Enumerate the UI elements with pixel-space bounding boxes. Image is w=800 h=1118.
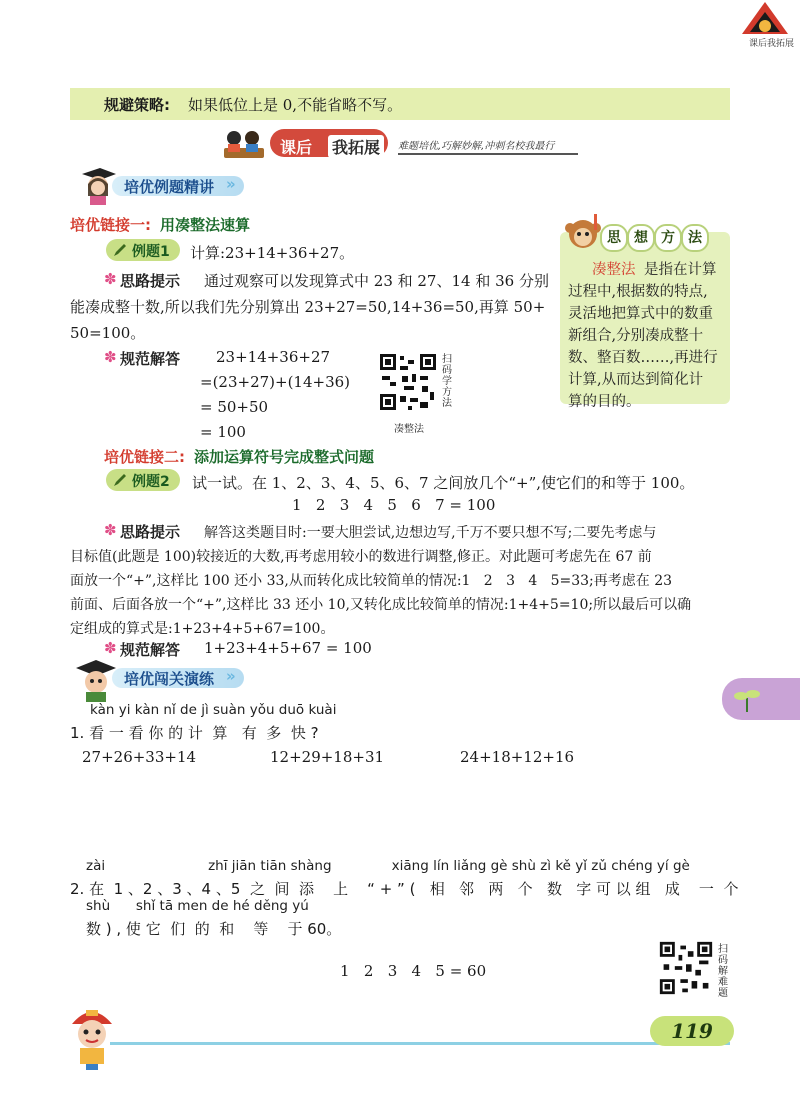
example1-answer-line-1: 23+14+36+27 — [216, 348, 331, 366]
qr-code-icon[interactable] — [378, 352, 438, 412]
example2-hint-line-2: 目标值(此题是 100)较接近的大数,再考虑用较小的数进行调整,修正。对此题可考虑先在 67 前 — [70, 549, 652, 565]
q1-expr-2: 12+29+18+31 — [270, 748, 385, 766]
q2-line-1: 2. 在 1 、2 、3 、4 、5 之 间 添 上 “ + ” ( 相 邻 两 个 数 字 可 以 组 成 一 个 — [70, 880, 739, 898]
strategy-bar — [70, 88, 730, 120]
method-line-3: 灵活地把算式中的数重 — [568, 306, 713, 322]
q1-text: 1. 看 一 看 你 的 计 算 有 多 快 ? — [70, 724, 319, 742]
banner-pill — [270, 129, 388, 157]
banner-underline — [398, 153, 578, 155]
qr-caption: 凑整法 — [394, 424, 424, 435]
bottom-divider — [110, 1042, 730, 1045]
example2-answer-label: 规范解答 — [120, 641, 181, 659]
example1-answer-line-4: = 100 — [200, 423, 246, 441]
banner-word-2: 我拓展 — [328, 135, 384, 158]
banner-word-1: 课后 — [280, 138, 313, 157]
pencil-icon — [112, 472, 128, 488]
strategy-text: 如果低位上是 0,不能省略不写。 — [188, 96, 403, 114]
pencil-icon — [112, 242, 128, 258]
example1-badge-label: 例题1 — [132, 244, 170, 260]
example2-hint-line-3: 面放一个“+”,这样比 100 还小 33,从而转化成比较简单的情况:1 2 3 4 5=33;再考虑在 23 — [70, 573, 673, 589]
method-header — [600, 224, 706, 250]
method-char-1: 思 — [600, 224, 628, 252]
link2-label: 培优链接二: — [104, 448, 185, 466]
flower-icon: ✽ — [104, 270, 117, 288]
q2-line-2: 数 ) , 使 它 们 的 和 等 于 60。 — [86, 920, 342, 938]
banner-subtitle: 难题培优,巧解妙解,冲刺名校我最行 — [398, 141, 555, 152]
flower-icon: ✽ — [104, 521, 117, 539]
page-number: 119 — [671, 1019, 713, 1043]
example1-hint-line-1: 通过观察可以发现算式中 23 和 27、14 和 36 分别 — [204, 272, 549, 290]
example2-badge-label: 例题2 — [132, 474, 170, 490]
qr-code-icon[interactable] — [658, 940, 714, 996]
example2-equation: 1 2 3 4 5 6 7 = 100 — [292, 496, 496, 514]
q1-expr-3: 24+18+12+16 — [460, 748, 575, 766]
example1-hint-line-2: 能凑成整十数,所以我们先分别算出 23+27=50,14+36=50,再算 50+ — [70, 298, 546, 316]
qr-side-label-2: 扫码解难题 — [718, 944, 728, 999]
method-char-4: 法 — [681, 224, 709, 252]
strategy-label: 规避策略: — [104, 96, 170, 114]
qr-side-label: 扫码学方法 — [442, 354, 452, 409]
section-title-1: 培优例题精讲 — [124, 178, 215, 196]
link1-title: 用凑整法速算 — [160, 216, 251, 234]
publisher-logo-text: 课后我拓展 — [748, 39, 794, 49]
q1-expr-1: 27+26+33+14 — [82, 748, 197, 766]
method-highlight: 凑整法 — [592, 262, 636, 278]
sprout-icon — [732, 684, 762, 714]
example2-hint-line-1: 解答这类题目时:一要大胆尝试,边想边写,千万不要只想不写;二要先考虑与 — [204, 525, 657, 541]
method-line-6: 计算,从而达到简化计 — [568, 372, 704, 388]
example1-answer-line-3: = 50+50 — [200, 398, 269, 416]
flower-icon: ✽ — [104, 348, 117, 366]
students-reading-icon — [222, 126, 266, 162]
method-line-1: 是指在计算 — [644, 262, 717, 278]
example2-hint-line-5: 定组成的算式是:1+23+4+5+67=100。 — [70, 621, 335, 637]
example2-hint-label: 思路提示 — [120, 523, 181, 541]
section-title-2: 培优闯关演练 — [124, 670, 215, 688]
side-edge-tab — [722, 678, 800, 720]
double-chevron-icon: » — [226, 667, 236, 685]
q2-pinyin-1: zài zhī jiān tiān shàng xiāng lín liǎng gè shù zì kě yǐ zǔ chéng yí gè — [86, 858, 690, 874]
flower-icon: ✽ — [104, 639, 117, 657]
double-chevron-icon: » — [226, 175, 236, 193]
method-line-2: 过程中,根据数的特点, — [568, 284, 708, 300]
method-char-3: 方 — [654, 224, 682, 252]
method-char-2: 想 — [627, 224, 655, 252]
method-line-7: 算的目的。 — [568, 394, 641, 410]
link1-label: 培优链接一: — [70, 216, 151, 234]
section-banner — [222, 126, 582, 162]
method-line-4: 新组合,分别凑成整十 — [568, 328, 704, 344]
link2-title: 添加运算符号完成整式问题 — [194, 448, 375, 466]
example2-question: 试一试。在 1、2、3、4、5、6、7 之间放几个“+”,使它们的和等于 100。 — [192, 474, 695, 492]
example1-hint-label: 思路提示 — [120, 272, 181, 290]
example2-badge — [106, 469, 180, 491]
example1-answer-label: 规范解答 — [120, 350, 181, 368]
monkey-mascot-icon — [562, 212, 604, 252]
example1-answer-line-2: =(23+27)+(14+36) — [200, 373, 351, 391]
example1-question: 计算:23+14+36+27。 — [190, 244, 355, 262]
page-number-badge — [650, 1016, 734, 1046]
q2-pinyin-2: shù shǐ tā men de hé děng yú — [86, 898, 309, 914]
q2-equation: 1 2 3 4 5 = 60 — [340, 962, 487, 980]
q1-pinyin: kàn yi kàn nǐ de jì suàn yǒu duō kuài — [90, 702, 337, 718]
boy-graduate-icon — [72, 658, 118, 704]
example1-hint-line-3: 50=100。 — [70, 324, 146, 342]
mascot-boy-icon — [62, 1004, 122, 1070]
method-line-5: 数、整百数……,再进行 — [568, 350, 718, 366]
example1-badge — [106, 239, 180, 261]
example2-answer: 1+23+4+5+67 = 100 — [204, 639, 372, 657]
example2-hint-line-4: 前面、后面各放一个“+”,这样比 33 还小 10,又转化成比较简单的情况:1+4+5=10;所以最后可以确 — [70, 597, 692, 613]
